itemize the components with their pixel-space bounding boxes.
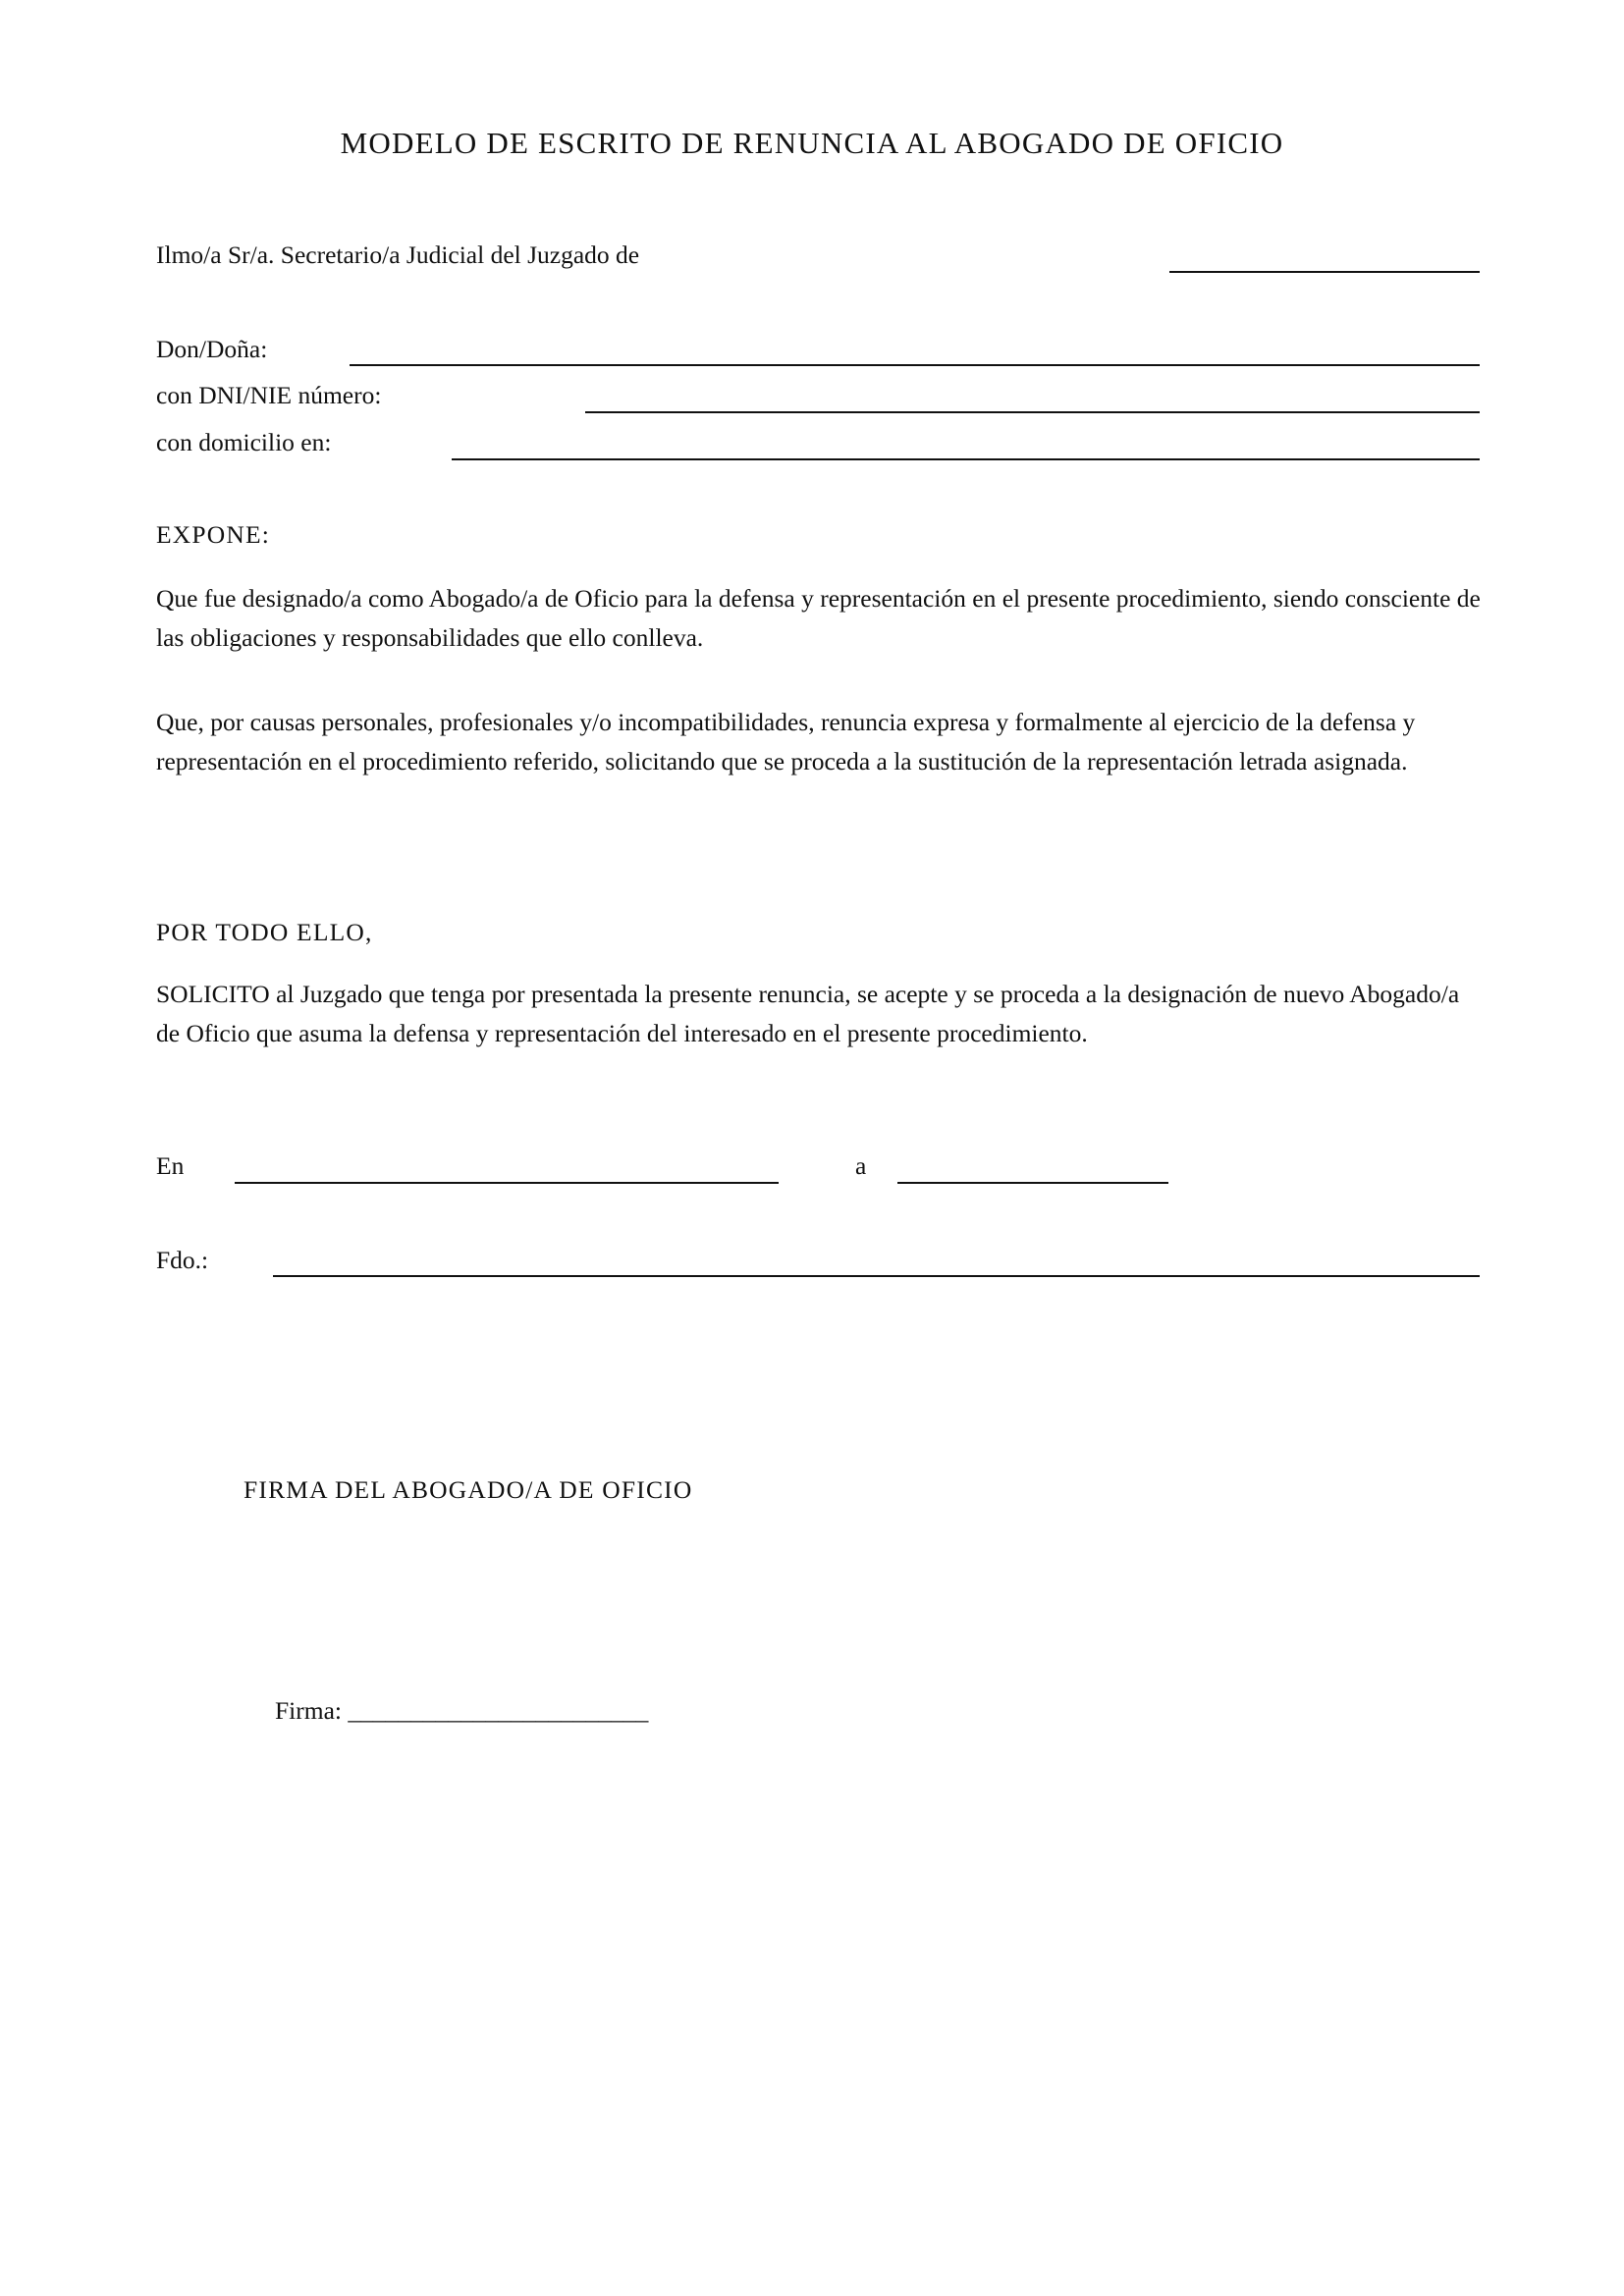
date-label: a bbox=[855, 1151, 867, 1180]
name-label: Don/Doña: bbox=[156, 335, 268, 363]
address-field-line[interactable] bbox=[452, 458, 1480, 460]
signed-label: Fdo.: bbox=[156, 1246, 209, 1274]
addressee-text: Ilmo/a Sr/a. Secretario/a Judicial del Juzgado de bbox=[156, 240, 640, 269]
date-field-line[interactable] bbox=[897, 1182, 1168, 1184]
place-label: En bbox=[156, 1151, 185, 1180]
signature-line[interactable]: Firma: ________________________ bbox=[275, 1696, 649, 1725]
signed-field-line[interactable] bbox=[273, 1275, 1480, 1277]
dni-label: con DNI/NIE número: bbox=[156, 381, 382, 409]
dni-field-line[interactable] bbox=[585, 411, 1480, 413]
document-title: MODELO DE ESCRITO DE RENUNCIA AL ABOGADO DE OFICIO bbox=[340, 126, 1284, 160]
por-todo-ello-heading: POR TODO ELLO, bbox=[156, 918, 373, 946]
place-field-line[interactable] bbox=[235, 1182, 779, 1184]
solicito-paragraph: SOLICITO al Juzgado que tenga por presentada la presente renuncia, se acepte y se proceda a la designación de nuevo Abogado/a de Oficio que asuma la defensa y representación del interesado en el presente procedimiento. bbox=[156, 980, 1460, 1047]
name-field-line[interactable] bbox=[350, 364, 1480, 366]
expone-paragraph-2: Que, por causas personales, profesionales y/o incompatibilidades, renuncia expresa y formalmente al ejercicio de la defensa y representación en el procedimiento referido, solicitando que se proceda a la sustitución de la representación letrada asignada. bbox=[156, 708, 1416, 775]
expone-heading: EXPONE: bbox=[156, 520, 271, 549]
signature-heading: FIRMA DEL ABOGADO/A DE OFICIO bbox=[244, 1475, 693, 1504]
court-name-field-line[interactable] bbox=[1169, 271, 1480, 273]
address-label: con domicilio en: bbox=[156, 428, 332, 456]
expone-paragraph-1: Que fue designado/a como Abogado/a de Oficio para la defensa y representación en el presente procedimiento, siendo consciente de las obligaciones y responsabilidades que ello conlleva. bbox=[156, 584, 1481, 652]
